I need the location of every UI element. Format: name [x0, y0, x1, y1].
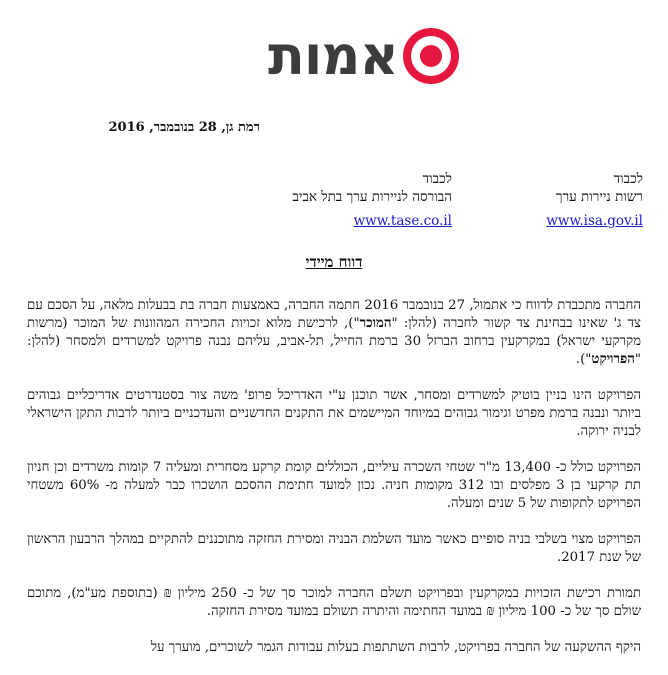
recipient-name: הבורסה לניירות ערך בתל אביב: [292, 189, 452, 205]
paragraph-acquisition: החברה מתכבדת לדווח כי אתמול, 27 בנובמבר 2016 חתמה החברה, באמצעות חברה בת בבעלות מלאה, על הסכם עם צד ג' שאינו בבחינת צד קשור לחברה (להלן: "המוכר"), לרכישת מלוא זכויות החכירה המהוונות של המוכר (מרשות מקרקעי ישראל) במקרקעין ברחוב הברזל 30 ברמת החייל, תל-אביב, עליהם נבנה פרויקט למשרדים ולמסחר (להלן: "הפרויקט").: [27, 298, 642, 367]
paragraph-construction: הפרויקט מצוי בשלבי בניה סופיים כאשר מועד השלמת הבניה ומסירת החזקה מתוכננים להתקיים במהלך הרבעון הראשון של שנת 2017.: [27, 532, 641, 565]
document-date: רמת גן, 28 בנובמבר, 2016: [108, 120, 260, 135]
company-logo: [268, 24, 470, 88]
target-icon: [402, 27, 460, 85]
tase-link[interactable]: www.tase.co.il: [353, 213, 452, 229]
isa-link[interactable]: www.isa.gov.il: [546, 213, 643, 229]
paragraph-investment: היקף ההשקעה של החברה בפרויקט, לרבות השתתפות בעלות עבודות הגמר לשוכרים, מוערך על: [150, 640, 641, 655]
paragraph-consideration: תמורת רכישת הזכויות במקרקעין ובפרויקט תשלם החברה למוכר סך של כ- 250 מיליון ₪ (בתוספת מע"מ), מתוכם שולם סך של כ- 100 מיליון ₪ במועד החתימה והיתרה תשולם במועד מסירת החזקה.: [27, 586, 641, 619]
report-body: [27, 297, 641, 675]
recipient-to-label: לכבוד: [422, 171, 452, 187]
defined-term-seller: המוכר: [359, 316, 392, 331]
report-title: דווח מיידי: [305, 253, 363, 271]
paragraph-areas: הפרויקט כולל כ- 13,400 מ"ר שטחי השכרה עיליים, הכוללים קומת קרקע מסחרית ומעליה 7 קומות משרדים וכן חניון תת קרקעי בן 3 מפלסים ובו 312 מקומות חניה. נכון למועד חתימת ההסכם הושכרו כבר למעלה מ- 60% משטחי הפרויקט לתקופות של 5 שנים ומעלה.: [27, 460, 642, 511]
recipient-name: רשות ניירות ערך: [555, 189, 643, 205]
recipient-isa: [546, 170, 643, 230]
recipient-tase: [292, 170, 452, 230]
paragraph-building: הפרויקט הינו בניין בוטיק למשרדים ומסחר, אשר תוכנן ע"י האדריכל פרופ' משה צור בסטנדרטים אדריכליים גבוהים ביותר ונבנה ברמת מפרט וגימור גבוהים במיוחד המיישמים את התקנים החדשניים והעדכניים ביותר לרבות התקן הישראלי לבניה ירוקה.: [27, 388, 641, 439]
logo-text: אמות: [268, 24, 398, 87]
defined-term-project: הפרויקט: [591, 352, 635, 367]
recipient-to-label: לכבוד: [613, 171, 643, 187]
